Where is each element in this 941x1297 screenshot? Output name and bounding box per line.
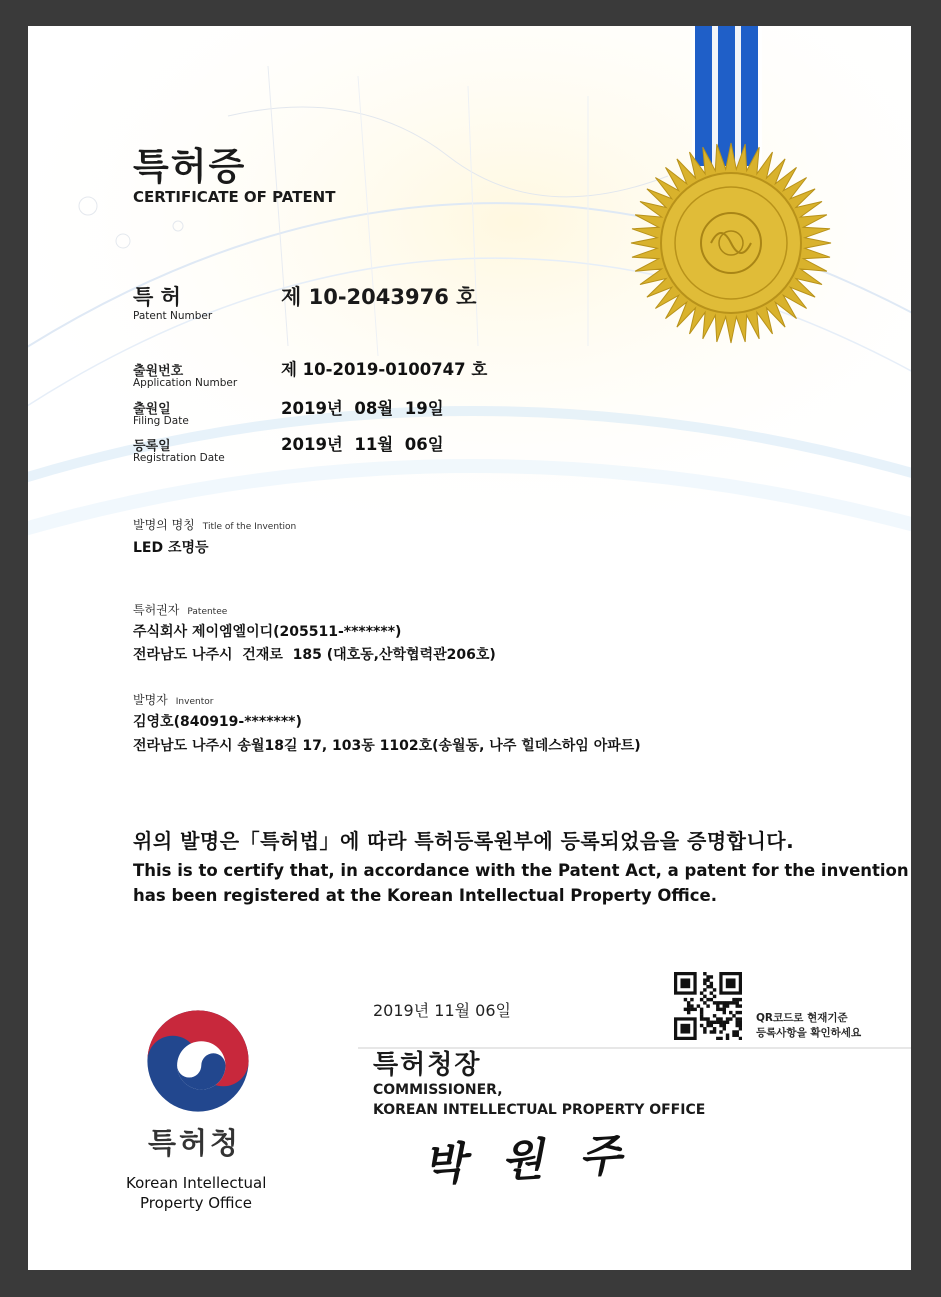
gold-seal [626, 138, 836, 358]
taeguk-logo-icon [143, 1006, 253, 1116]
patentee-address: 전라남도 나주시 건재로 185 (대호동,산학협력관206호) [133, 647, 496, 663]
application-label-korean: 출원번호 [133, 364, 184, 379]
title-english: CERTIFICATE OF PATENT [133, 188, 336, 206]
kipo-name-english-line1: Korean Intellectual [126, 1174, 267, 1192]
certificate-page [28, 26, 911, 1270]
inventor-name: 김영호(840919-*******) [133, 714, 302, 730]
invention-label [133, 514, 296, 533]
registration-date-value: 2019년 11월 06일 [281, 435, 444, 454]
commissioner-signature: 박 원 주 [422, 1129, 633, 1192]
inventor-address: 전라남도 나주시 송월18길 17, 103동 1102호(송월동, 나주 힐데스하임 아파트) [133, 738, 641, 754]
filing-label-korean: 출원일 [133, 402, 171, 417]
kipo-name-korean: 특허청 [148, 1126, 242, 1160]
qr-instruction-line2: 등록사항을 확인하세요 [756, 1027, 862, 1039]
inventor-label-english: Inventor [175, 697, 214, 707]
certification-english-line1: This is to certify that, in accordance with the Patent Act, a patent for the invention [133, 861, 909, 880]
invention-label-english: Title of the Invention [202, 522, 297, 532]
certification-korean: 위의 발명은「특허법」에 따라 특허등록원부에 등록되었음을 증명합니다. [133, 829, 795, 853]
patentee-label-korean: 특허권자 [133, 603, 180, 617]
qr-code-icon[interactable] [674, 972, 742, 1040]
patent-number-value: 제 10-2043976 호 [281, 285, 477, 309]
filing-label-english: Filing Date [133, 415, 189, 427]
invention-title-value: LED 조명등 [133, 540, 209, 556]
qr-instruction-line1: QR코드로 현재기준 [756, 1012, 848, 1024]
filing-date-value: 2019년 08월 19일 [281, 399, 444, 418]
inventor-label-korean: 발명자 [133, 693, 168, 707]
patent-label-korean: 특 허 [133, 285, 181, 309]
registration-label-korean: 등록일 [133, 439, 171, 454]
patentee-name: 주식회사 제이엠엘이디(205511-*******) [133, 624, 402, 640]
invention-label-korean: 발명의 명칭 [133, 518, 195, 532]
patentee-label-english: Patentee [187, 607, 228, 617]
title-korean: 특허증 [133, 145, 247, 188]
commissioner-title-line2: KOREAN INTELLECTUAL PROPERTY OFFICE [373, 1102, 706, 1118]
application-number-value: 제 10-2019-0100747 호 [281, 360, 488, 379]
inventor-label [133, 689, 213, 708]
application-label-english: Application Number [133, 377, 238, 389]
commissioner-title-korean: 특허청장 [373, 1050, 482, 1080]
issue-date: 2019년 11월 06일 [373, 1001, 511, 1020]
kipo-name-english-line2: Property Office [139, 1194, 253, 1212]
registration-label-english: Registration Date [133, 452, 225, 464]
commissioner-title-line1: COMMISSIONER, [373, 1082, 503, 1098]
patentee-label [133, 599, 227, 618]
certification-english-line2: has been registered at the Korean Intellectual Property Office. [133, 886, 718, 905]
patent-label-english: Patent Number [133, 310, 213, 322]
